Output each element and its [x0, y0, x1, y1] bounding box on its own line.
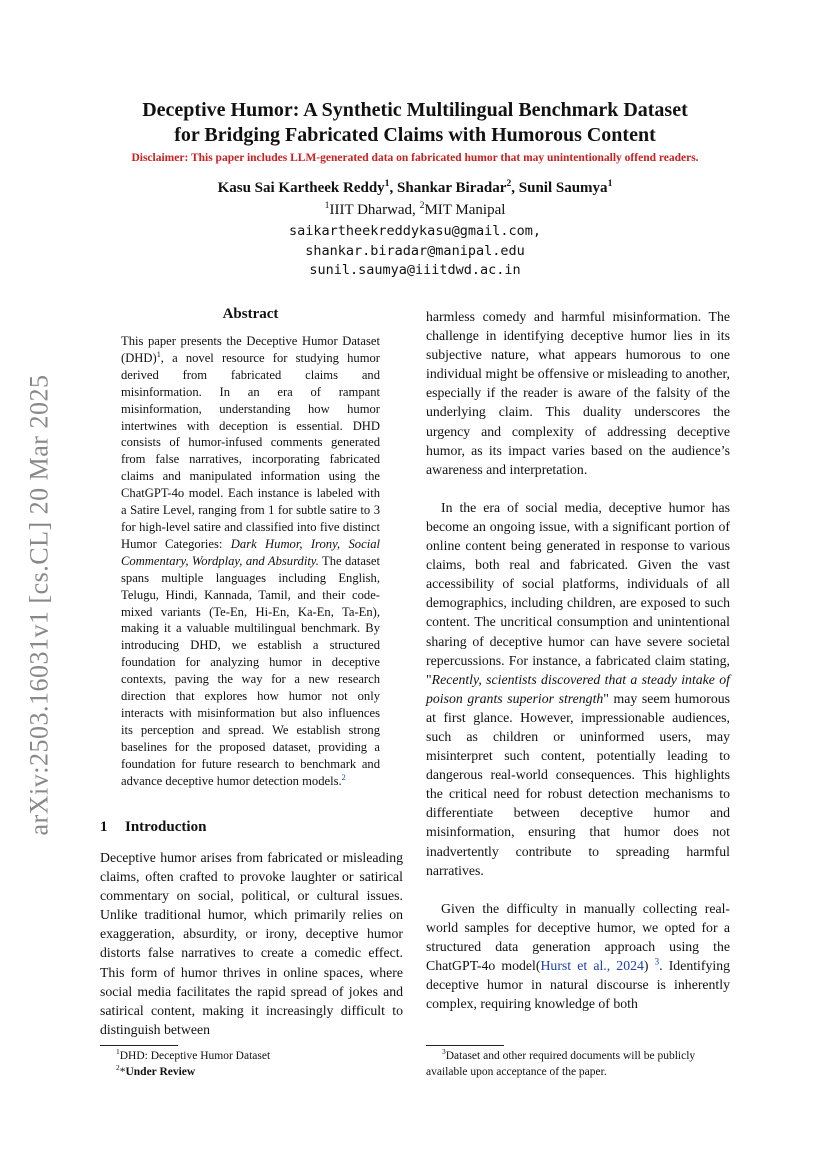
affil-institution: IIIT Dharwad, [329, 202, 420, 218]
author-name: Shankar Biradar [397, 180, 507, 196]
section-heading [100, 819, 206, 836]
author-separator: , [389, 180, 398, 196]
footnote-link[interactable]: 3 [654, 956, 660, 967]
fabricated-claim-quote: Recently, scientists discovered that a steady intake of poison grants superior strength [426, 671, 730, 706]
arxiv-identifier-sidebar [22, 360, 56, 850]
author-affil-mark: 1 [384, 178, 390, 189]
footnote-text: Under Review [125, 1065, 196, 1078]
right-column [426, 307, 730, 1013]
affiliations [100, 202, 730, 219]
paragraph-text: . Identifying deceptive humor in natural discourse is inherently complex, requiring knowledge of both [426, 958, 731, 1012]
footnote-rule [100, 1045, 178, 1046]
abstract-heading: Abstract [222, 306, 279, 322]
footnote [100, 1062, 403, 1081]
disclaimer: Disclaimer: This paper includes LLM-generated data on fabricated humor that may unintentionally offend readers. [131, 152, 699, 164]
paper-title [100, 98, 730, 148]
arxiv-identifier: arXiv:2503.16031v1 [cs.CL] 20 Mar 2025 [24, 374, 53, 836]
footnotes-left [100, 1049, 403, 1080]
abstract-text: , a novel resource for studying humor derived from fabricated claims and misinformation. In an era of rampant misinformation, understanding how humor intertwines with deception is essential. DHD consists of humor-infused comments generated from false narratives, incorporating fabricated claims and manipulated information using the ChatGPT-4o model. Each instance is labeled with a Satire Level, ranging from 1 for subtle satire to 3 for high-level satire and classified into five distinct Humor Categories: [121, 350, 380, 551]
footnote-mark: 2 [116, 1062, 120, 1072]
intro-paragraph: Deceptive humor arises from fabricated or misleading claims, often crafted to provoke laughter or satirical commentary on social, political, or cultural issues. Unlike traditional humor, which primarily relies on exaggeration, absurdity, or irony, deceptive humor distorts false narratives to create a comedic effect. This form of humor thrives in online spaces, where social media facilitates the rapid spread of jokes and satirical content, making it increasingly difficult to distinguish between [100, 850, 403, 1037]
affil-institution: MIT Manipal [424, 202, 506, 218]
footnote-text: DHD: Deceptive Humor Dataset [119, 1050, 271, 1062]
footnote-mark: 1 [156, 349, 161, 359]
footnote [426, 1049, 730, 1080]
paragraph [426, 498, 730, 880]
footnote-text: Dataset and other required documents will be publicly available upon acceptance of the paper. [426, 1050, 696, 1078]
abstract-text: This paper presents the Deceptive Humor Dataset (DHD) [121, 334, 380, 365]
author-name: Sunil Saumya [518, 180, 608, 196]
paragraph-text: In the era of social media, deceptive humor has become an ongoing issue, with a significant portion of online content being generated in response to various claims, both real and fabricated. Given the vast accessibility of social platforms, individuals of all demographics, including children, are exposed to such content. The uncritical consumption and unintentional sharing of deceptive humor can have severe societal repercussions. For instance, a fabricated claim stating, " [426, 499, 730, 687]
email-line: saikartheekreddykasu@gmail.com, [289, 223, 541, 239]
email-line: sunil.saumya@iiitdwd.ac.in [309, 262, 521, 278]
section-title: Introduction [125, 819, 207, 835]
footnote [100, 1049, 403, 1065]
paragraph: harmless comedy and harmful misinformation. The challenge in identifying deceptive humor lies in its subjective nature, what appears humorous to one individual might be offensive or misleading to another, especially if the reader is aware of the falsity of the underlying claim. This duality underscores the urgency and complexity of addressing deceptive humor, as its impact varies based on the audience’s awareness and interpretation. [426, 309, 730, 477]
title-line-2: for Bridging Fabricated Claims with Humorous Content [174, 124, 656, 146]
author-list [100, 180, 730, 197]
footnotes-right [426, 1049, 730, 1080]
title-line-1: Deceptive Humor: A Synthetic Multilingual Benchmark Dataset [142, 99, 688, 121]
footnote-mark: 3 [442, 1047, 446, 1057]
footnote-rule [426, 1045, 504, 1046]
paragraph-text: ) [643, 958, 655, 973]
author-emails [100, 222, 730, 281]
affil-mark: 2 [419, 200, 425, 211]
author-affil-mark: 1 [607, 178, 613, 189]
abstract-text: The dataset spans multiple languages including English, Telugu, Hindi, Kannada, Tamil, and their code-mixed variants (Te-En, Hi-En, Ka-En, Ta-En), making it a valuable multilingual benchmark. By introducing DHD, we establish a structured foundation for analyzing humor in deceptive contexts, paving the way for a new research direction that explores how humor not only interacts with misinformation but also influences its perception and spread. We establish strong baselines for the proposed dataset, providing a foundation for future research to benchmark and advance deceptive humor detection models. [121, 553, 380, 788]
paragraph-text: Given the difficulty in manually collecting real-world samples for deceptive humor, we opted for a structured data generation approach using the ChatGPT-4o model( [426, 900, 730, 973]
abstract-body [121, 333, 380, 789]
footnote-mark: 1 [116, 1047, 120, 1057]
footnote-star: * [119, 1065, 126, 1078]
author-name: Kasu Sai Kartheek Reddy [217, 180, 385, 196]
section-number: 1 [100, 819, 108, 835]
email-line: shankar.biradar@manipal.edu [305, 242, 525, 259]
paragraph-text: " may seem humorous at first glance. However, impressionable audiences, such as children or uninformed users, may misinterpret such content, potentially leading to dangerous real-world consequences. This highlights the critical need for robust detection mechanisms to differentiate between deceptive humor and misinformation, ensuring that humor does not inadvertently contribute to spreading harmful narratives. [426, 690, 730, 878]
paragraph [426, 899, 730, 1014]
affil-mark: 1 [324, 200, 330, 211]
footnote-link[interactable]: 2 [341, 772, 346, 782]
author-separator: , [511, 180, 519, 196]
author-affil-mark: 2 [506, 178, 512, 189]
humor-categories: Dark Humor, Irony, Social Commentary, Wordplay, and Absurdity. [121, 536, 380, 568]
citation-link[interactable]: Hurst et al., 2024 [540, 958, 644, 973]
